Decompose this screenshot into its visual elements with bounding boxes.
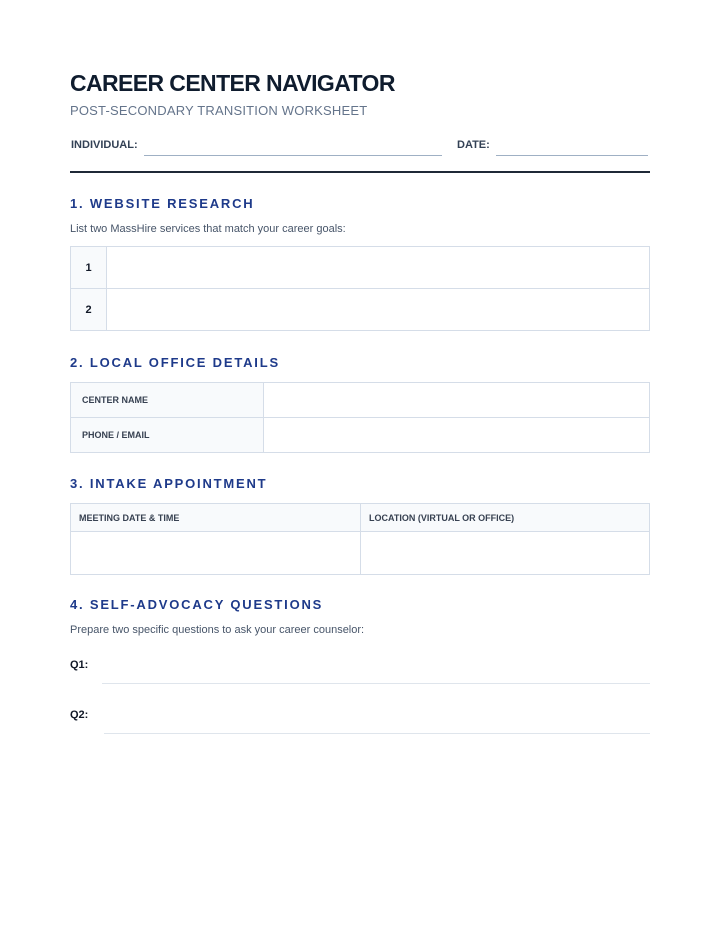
section-intake-heading: 3. INTAKE APPOINTMENT bbox=[70, 476, 268, 491]
question-2-label: Q2: bbox=[70, 709, 89, 721]
service-answer-cell[interactable] bbox=[107, 247, 650, 289]
website-research-instruction: List two MassHire services that match your career goals: bbox=[70, 223, 346, 235]
table-header-row bbox=[71, 504, 650, 532]
meeting-date-field[interactable] bbox=[71, 532, 361, 575]
phone-email-field[interactable] bbox=[264, 418, 650, 453]
intake-table bbox=[70, 503, 650, 575]
individual-field[interactable] bbox=[144, 155, 442, 156]
website-research-table bbox=[70, 246, 650, 331]
row-number: 2 bbox=[71, 289, 107, 331]
table-row bbox=[71, 383, 650, 418]
worksheet-page bbox=[70, 0, 650, 932]
location-field[interactable] bbox=[361, 532, 650, 575]
section-local-office-heading: 2. LOCAL OFFICE DETAILS bbox=[70, 355, 280, 370]
date-field[interactable] bbox=[496, 155, 648, 156]
question-2-field[interactable] bbox=[104, 733, 650, 734]
location-header: LOCATION (VIRTUAL OR OFFICE) bbox=[361, 504, 650, 532]
header-fields bbox=[70, 136, 650, 158]
page-title: CAREER CENTER NAVIGATOR bbox=[70, 70, 395, 96]
center-name-label: CENTER NAME bbox=[71, 383, 264, 418]
section-website-research-heading: 1. WEBSITE RESEARCH bbox=[70, 196, 255, 211]
page-subtitle: POST-SECONDARY TRANSITION WORKSHEET bbox=[70, 103, 368, 118]
date-label: DATE: bbox=[457, 139, 490, 151]
table-row bbox=[71, 247, 650, 289]
table-row bbox=[71, 289, 650, 331]
center-name-field[interactable] bbox=[264, 383, 650, 418]
question-1-label: Q1: bbox=[70, 659, 89, 671]
individual-label: INDIVIDUAL: bbox=[71, 139, 138, 151]
header-divider bbox=[70, 171, 650, 173]
self-advocacy-instruction: Prepare two specific questions to ask your career counselor: bbox=[70, 624, 365, 636]
section-self-advocacy-heading: 4. SELF-ADVOCACY QUESTIONS bbox=[70, 597, 324, 612]
meeting-date-header: MEETING DATE & TIME bbox=[71, 504, 361, 532]
phone-email-label: PHONE / EMAIL bbox=[71, 418, 264, 453]
question-1-field[interactable] bbox=[102, 683, 650, 684]
local-office-table bbox=[70, 382, 650, 453]
table-row bbox=[71, 532, 650, 575]
table-row bbox=[71, 418, 650, 453]
row-number: 1 bbox=[71, 247, 107, 289]
service-answer-cell[interactable] bbox=[107, 289, 650, 331]
